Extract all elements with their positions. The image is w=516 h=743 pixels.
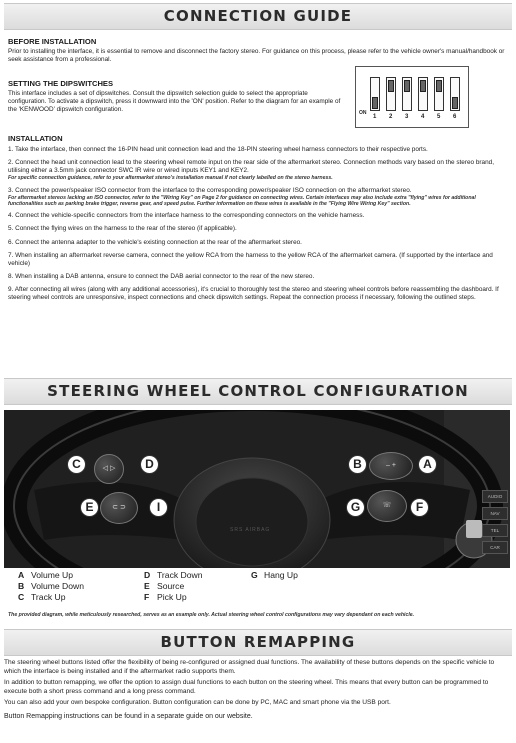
phone-button-cluster[interactable]: ☏	[367, 490, 407, 522]
callout-i: I	[149, 498, 168, 517]
dipswitch-2	[386, 77, 396, 111]
installation-section	[8, 134, 508, 303]
dipswitch-number: 3	[405, 114, 409, 120]
installation-steps	[8, 146, 508, 303]
airbag-hub-text: SRS AIRBAG	[230, 527, 271, 533]
steering-wheel-image	[4, 410, 510, 568]
installation-step-text: 2. Connect the head unit connection lead to the steering wheel remote input on the rear side of the aftermarket stereo. Connection methods vary based on the stereo brand, utilising either a 3.5mm jack connector SWC IR wire or wired inputs KEY1 and KEY2.	[8, 158, 494, 175]
legend-item-b: B Volume Down	[18, 581, 85, 591]
legend-item-a: A Volume Up	[18, 570, 74, 580]
dash-nav-button: NAV	[482, 507, 508, 520]
installation-step-text: 9. After connecting all wires (along with any additional accessories), it's crucial to thoroughly test the stereo and steering wheel controls before reassembling the dashboard. If steering wheel controls are unresponsive, inspect connections and check dipswitch settings. Repeat the connection process if necessary, following the outlined steps.	[8, 286, 499, 302]
dipswitch-knob	[404, 80, 410, 92]
callout-f: F	[410, 498, 429, 517]
installation-step	[8, 225, 508, 233]
dipswitch-knob	[436, 80, 442, 92]
dipswitch-number: 4	[421, 114, 425, 120]
steering-wheel-drawing	[4, 410, 510, 568]
dipswitch-5	[434, 77, 444, 111]
dipswitch-number: 5	[437, 114, 441, 120]
source-button-cluster[interactable]: ⊂ ⊃	[100, 492, 138, 524]
callout-b: B	[348, 455, 367, 474]
dipswitch-heading: SETTING THE DIPSWITCHES	[8, 79, 114, 88]
before-installation-heading: BEFORE INSTALLATION	[8, 37, 97, 46]
dipswitch-number: 1	[373, 114, 377, 120]
installation-step	[8, 239, 508, 247]
dipswitch-knob	[420, 80, 426, 92]
swc-disclaimer: The provided diagram, while meticulously researched, serves as an example only. Actual steering wheel control configurations may vary dependant on each vehicle.	[8, 612, 415, 618]
dipswitch-knob	[452, 97, 458, 109]
dipswitch-3	[402, 77, 412, 111]
remap-paragraph-3: You can also add your own bespoke configuration. Button configuration can be done by PC, MAC and smart phone via the USB port.	[4, 699, 391, 707]
before-installation-text: Prior to installing the interface, it is essential to remove and disconnect the factory stereo. For guidance on this process, please refer to the vehicle owner's manual/handbook or seek assistance from a professional.	[8, 47, 505, 63]
swc-title: STEERING WHEEL CONTROL CONFIGURATION	[47, 381, 469, 400]
installation-heading: INSTALLATION	[8, 134, 63, 143]
remap-title: BUTTON REMAPPING	[160, 632, 356, 651]
remap-paragraph-4: Button Remapping instructions can be found in a separate guide on our website.	[4, 712, 253, 720]
legend-item-g: G Hang Up	[251, 570, 298, 580]
callout-a: A	[418, 455, 437, 474]
connection-guide-banner	[4, 3, 512, 30]
legend-item-c: C Track Up	[18, 592, 66, 602]
swc-legend	[18, 570, 338, 606]
swc-banner	[4, 378, 512, 405]
installation-step-text: 7. When installing an aftermarket reverse camera, connect the yellow RCA from the harness to the yellow RCA of the aftermarket camera. (If supported by the interface and vehicle)	[8, 251, 493, 267]
installation-step	[8, 159, 508, 182]
remap-section	[4, 659, 512, 724]
dipswitch-4	[418, 77, 428, 111]
installation-step-text: 4. Connect the vehicle-specific connectors from the interface harness to the corresponding connectors on the vehicle harness.	[8, 212, 365, 220]
dash-tel-button: TEL	[482, 524, 508, 537]
remap-paragraph-2: In addition to button remapping, we offer the option to assign dual functions to each button on the steering wheel. This means that every button can be programmed to execute both a short press command and a long press command.	[4, 679, 489, 695]
track-up-down-button-cluster[interactable]: ◁ ▷	[94, 454, 124, 484]
installation-step	[8, 286, 508, 302]
legend-item-d: D Track Down	[144, 570, 203, 580]
dipswitch-number: 2	[389, 114, 393, 120]
dipswitch-knob	[388, 80, 394, 92]
dipswitch-1	[370, 77, 380, 111]
installation-step-note: For aftermarket stereos lacking an ISO connector, refer to the "Wiring Key" on Page 2 for guidance on connecting wires. Certain interfaces may also include extra "flying" wires for additional functionalities such as parking brake trigger, reverse gear, and speed pulse. Further information on these wires is available in the "Flying Wire Wiring Key" section.	[8, 194, 476, 207]
volume-button-cluster[interactable]: – +	[369, 452, 413, 480]
connection-guide-title: CONNECTION GUIDE	[163, 6, 353, 25]
dipswitch-number: 6	[453, 114, 457, 120]
callout-c: C	[67, 455, 86, 474]
callout-e: E	[80, 498, 99, 517]
installation-step	[8, 252, 508, 268]
dash-audio-button: AUDIO	[482, 490, 508, 503]
installation-step-note: For specific connection guidance, refer to your aftermarket stereo's installation manual if not clearly labelled on the stereo harness.	[8, 175, 333, 182]
installation-step-text: 1. Take the interface, then connect the 16-PIN head unit connection lead and the 18-PIN steering wheel harness connectors to their respective ports.	[8, 145, 428, 153]
installation-step	[8, 187, 508, 208]
installation-step	[8, 212, 508, 220]
installation-step-text: 6. Connect the antenna adapter to the vehicle's existing connection at the rear of the aftermarket stereo.	[8, 238, 302, 246]
dipswitch-6	[450, 77, 460, 111]
installation-step-text: 8. When installing a DAB antenna, ensure to connect the DAB aerial connector to the rear of the new stereo.	[8, 273, 315, 281]
callout-g: G	[346, 498, 365, 517]
installation-step	[8, 273, 508, 281]
before-installation-section	[8, 37, 508, 64]
installation-step-text: 3. Connect the power/speaker ISO connector from the interface to the corresponding power/speaker ISO connection on the aftermarket stereo.	[8, 186, 412, 194]
dipswitch-diagram	[355, 66, 469, 128]
dipswitch-text: This interface includes a set of dipswitches. Consult the dipswitch selection guide to select the appropriate configuration. To activate a dipswitch, press it downward into the 'ON' position. Refer to the diagram for an example of the 'KENWOOD' dipswitch configuration.	[8, 89, 341, 114]
installation-step-text: 5. Connect the flying wires on the harness to the rear of the stereo (if applicable).	[8, 225, 237, 233]
remap-paragraph-1: The steering wheel buttons listed offer the flexibility of being re-configured or assigned dual functions. The availability of these buttons depends on the specific vehicle to which the interface is being installed and if the aftermarket radio supports them.	[4, 659, 495, 675]
legend-item-f: F Pick Up	[144, 592, 187, 602]
dipswitch-section	[8, 79, 346, 114]
remap-banner	[4, 629, 512, 656]
installation-step	[8, 146, 508, 154]
dash-car-button: CAR	[482, 541, 508, 554]
callout-d: D	[140, 455, 159, 474]
legend-item-e: E Source	[144, 581, 185, 591]
dipswitch-knob	[372, 97, 378, 109]
dipswitch-on-label: ON	[359, 110, 367, 116]
